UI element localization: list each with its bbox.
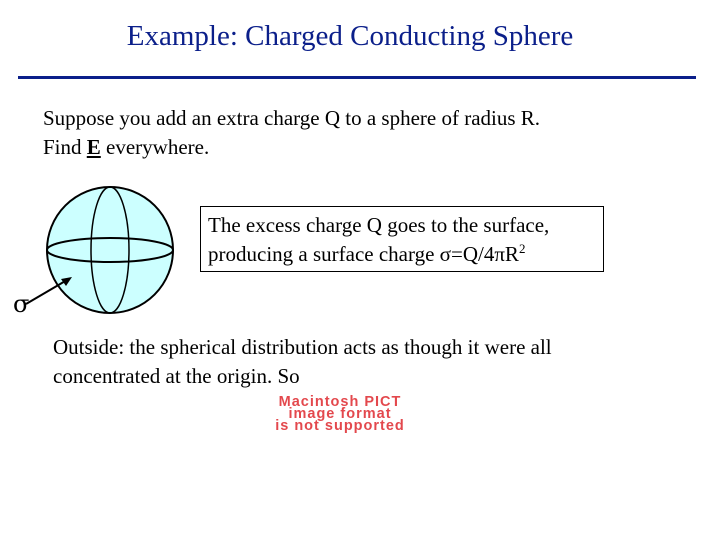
outside-line-2: concentrated at the origin. So [53,364,300,388]
prompt-line-2 [43,133,540,162]
pict-line-1: Macintosh PICT [278,394,402,410]
slide-title: Example: Charged Conducting Sphere [126,20,574,52]
unsupported-image-placeholder [212,396,468,432]
prompt-line-1: Suppose you add an extra charge Q to a sphere of radius R. [43,106,541,130]
outside-explanation [53,333,552,391]
callout-formula: producing a surface charge σ=Q/4πR [208,242,519,266]
title-underline [18,76,696,79]
callout-exponent: 2 [518,241,526,256]
prompt-prefix: Find [43,135,87,159]
surface-charge-callout [200,206,604,272]
callout-line-2 [208,240,603,269]
callout-line-1: The excess charge Q goes to the surface, [208,213,550,237]
field-symbol-e: E [86,135,101,159]
pict-line-2: image format [288,406,392,422]
surface-charge-symbol: σ [13,290,30,318]
prompt-suffix: everywhere. [100,135,210,159]
pict-line-3: is not supported [275,418,405,434]
problem-statement [43,104,540,162]
outside-line-1: Outside: the spherical distribution acts as though it were all [53,335,552,359]
